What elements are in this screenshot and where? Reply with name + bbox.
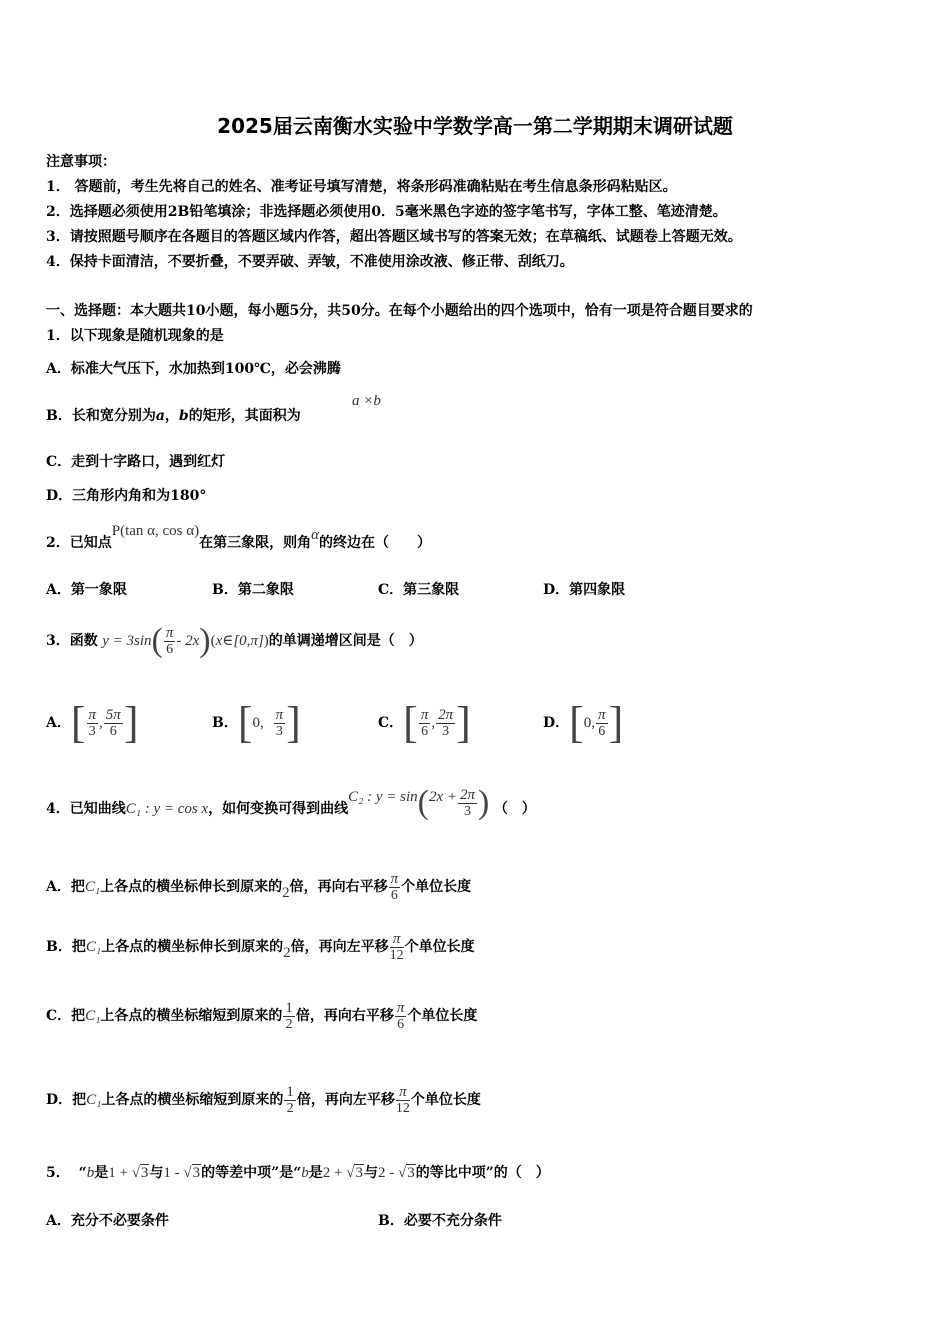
- q2-post: 的终边在（ ）: [319, 535, 431, 551]
- q1-b-expression: a ×b: [352, 393, 381, 409]
- q3-func: y = 3sin: [102, 633, 152, 649]
- q1-b-text-end: 的矩形，其面积为: [188, 408, 301, 424]
- notice-heading: 注意事项：: [46, 154, 116, 170]
- q1-a-text: A．标准大气压下，水加热到: [46, 361, 225, 377]
- q1-b-var-a: a: [155, 408, 165, 424]
- q4-option-b: B．把C₁上各点的横坐标伸长到原来的2倍，再向左平移 $\frac{\pi}{12}$ 个单位长度: [46, 930, 475, 963]
- q4-curve-c1: C₁ : y = cos x: [125, 801, 209, 817]
- q1-a-text-end: ，必会沸腾: [270, 361, 341, 377]
- q3-option-d: D．[0, $\frac{\pi}{6}$ ]: [543, 698, 624, 747]
- q2-option-c: C．第三象限: [378, 582, 460, 598]
- c1-symbol: C₁: [85, 1008, 101, 1024]
- q4-curve-c2: C₂ : y = sin: [348, 789, 418, 805]
- notice-item: 3．请按照题号顺序在各题目的答题区域内作答，超出答题区域书写的答案无效；在草稿纸、试题卷上答题无效。: [46, 229, 742, 245]
- c1-symbol: C₁: [85, 939, 102, 955]
- page-title: 2025届云南衡水实验中学数学高一第二学期期末调研试题: [217, 114, 733, 138]
- question-1-stem: 1．以下现象是随机现象的是: [46, 328, 224, 344]
- question-2-stem: [46, 523, 431, 551]
- section-heading: 一、选择题：本大题共10小题，每小题5分，共50分。在每个小题给出的四个选项中，恰有一项是符合题目要求的: [46, 303, 753, 319]
- q2-option-a: A．第一象限: [46, 582, 127, 598]
- q2-point: P(tan α, cos α): [111, 523, 200, 539]
- q2-pre: 2．已知点: [46, 535, 112, 551]
- q1-option-b: [46, 409, 301, 423]
- q3-paren-open: (: [151, 622, 163, 659]
- q4-option-a: A．把C₁上各点的横坐标伸长到原来的2倍，再向右平移 $\frac{\pi}{6}$ 个单位长度: [46, 870, 472, 903]
- q2-option-b: B．第二象限: [212, 582, 294, 598]
- q1-b-var-b: b: [178, 408, 189, 424]
- q4-option-c: C．把C₁上各点的横坐标缩短到原来的 $\frac{1}{2}$ 倍，再向右平移 $\frac{\pi}{6}$ 个单位长度: [46, 999, 478, 1032]
- q5-option-b: B．必要不充分条件: [378, 1213, 502, 1229]
- q3-paren-close: ): [199, 622, 211, 659]
- question-3-stem: [46, 616, 423, 666]
- q2-mid: 在第三象限，则角: [199, 535, 312, 551]
- q1-d-text: D．三角形内角和为: [46, 488, 171, 504]
- q2-alpha: α: [311, 527, 319, 543]
- notice-item: 1． 答题前，考生先将自己的姓名、准考证号填写清楚，将条形码准确粘贴在考生信息条形码粘贴区。: [46, 179, 677, 195]
- q1-option-d: [46, 489, 206, 503]
- q1-d-value: 180°: [170, 488, 207, 504]
- q3-minus-2x: - 2x: [176, 633, 200, 649]
- q3-option-a: A．[ $\frac{\pi}{3}$ , $\frac{5\pi}{6}$ ]: [46, 698, 139, 747]
- q4-option-d: D．把C₁上各点的横坐标缩短到原来的 $\frac{1}{2}$ 倍，再向左平移 $\frac{\pi}{12}$ 个单位长度: [46, 1083, 481, 1116]
- q1-b-text: B．长和宽分别为: [46, 408, 156, 424]
- notice-item: 2．选择题必须使用2B铅笔填涂；非选择题必须使用0．5毫米黑色字迹的签字笔书写，字体工整、笔迹清楚。: [46, 204, 727, 220]
- q1-option-a: [46, 362, 341, 376]
- q1-a-value: 100℃: [224, 361, 271, 377]
- q3-pre: 3．函数: [46, 633, 98, 649]
- q3-option-c: C．[ $\frac{\pi}{6}$ , $\frac{2\pi}{3}$ ]: [378, 698, 471, 747]
- q2-option-d: D．第四象限: [543, 582, 626, 598]
- notice-item: 4．保持卡面清洁，不要折叠，不要弄破、弄皱，不准使用涂改液、修正带、刮纸刀。: [46, 254, 574, 270]
- q5-option-a: A．充分不必要条件: [46, 1213, 169, 1229]
- c1-symbol: C₁: [84, 879, 101, 895]
- q3-post: 的单调递增区间是（ ）: [268, 633, 423, 649]
- q3-domain: (x∈[0,π]): [210, 633, 269, 649]
- c1-symbol: C₁: [86, 1092, 102, 1108]
- question-5-stem: 5． “b是1 + √3与1 - √3的等差中项”是“b是2 + √3与2 - √3的等比中项”的（ ）: [46, 1165, 550, 1181]
- q3-pi-over-6: $\frac{\pi}{6}$: [165, 624, 174, 657]
- q1-b-sep: ，: [164, 408, 179, 424]
- q3-option-b: B．[0, $\frac{\pi}{3}$ ]: [212, 698, 301, 747]
- question-4-stem: 4．已知曲线C₁ : y = cos x，如何变换可得到曲线C₂ : y = sin(2x + $\frac{2\pi}{3}$ ) （ ）: [46, 784, 536, 821]
- q1-option-c: C．走到十字路口，遇到红灯: [46, 454, 226, 470]
